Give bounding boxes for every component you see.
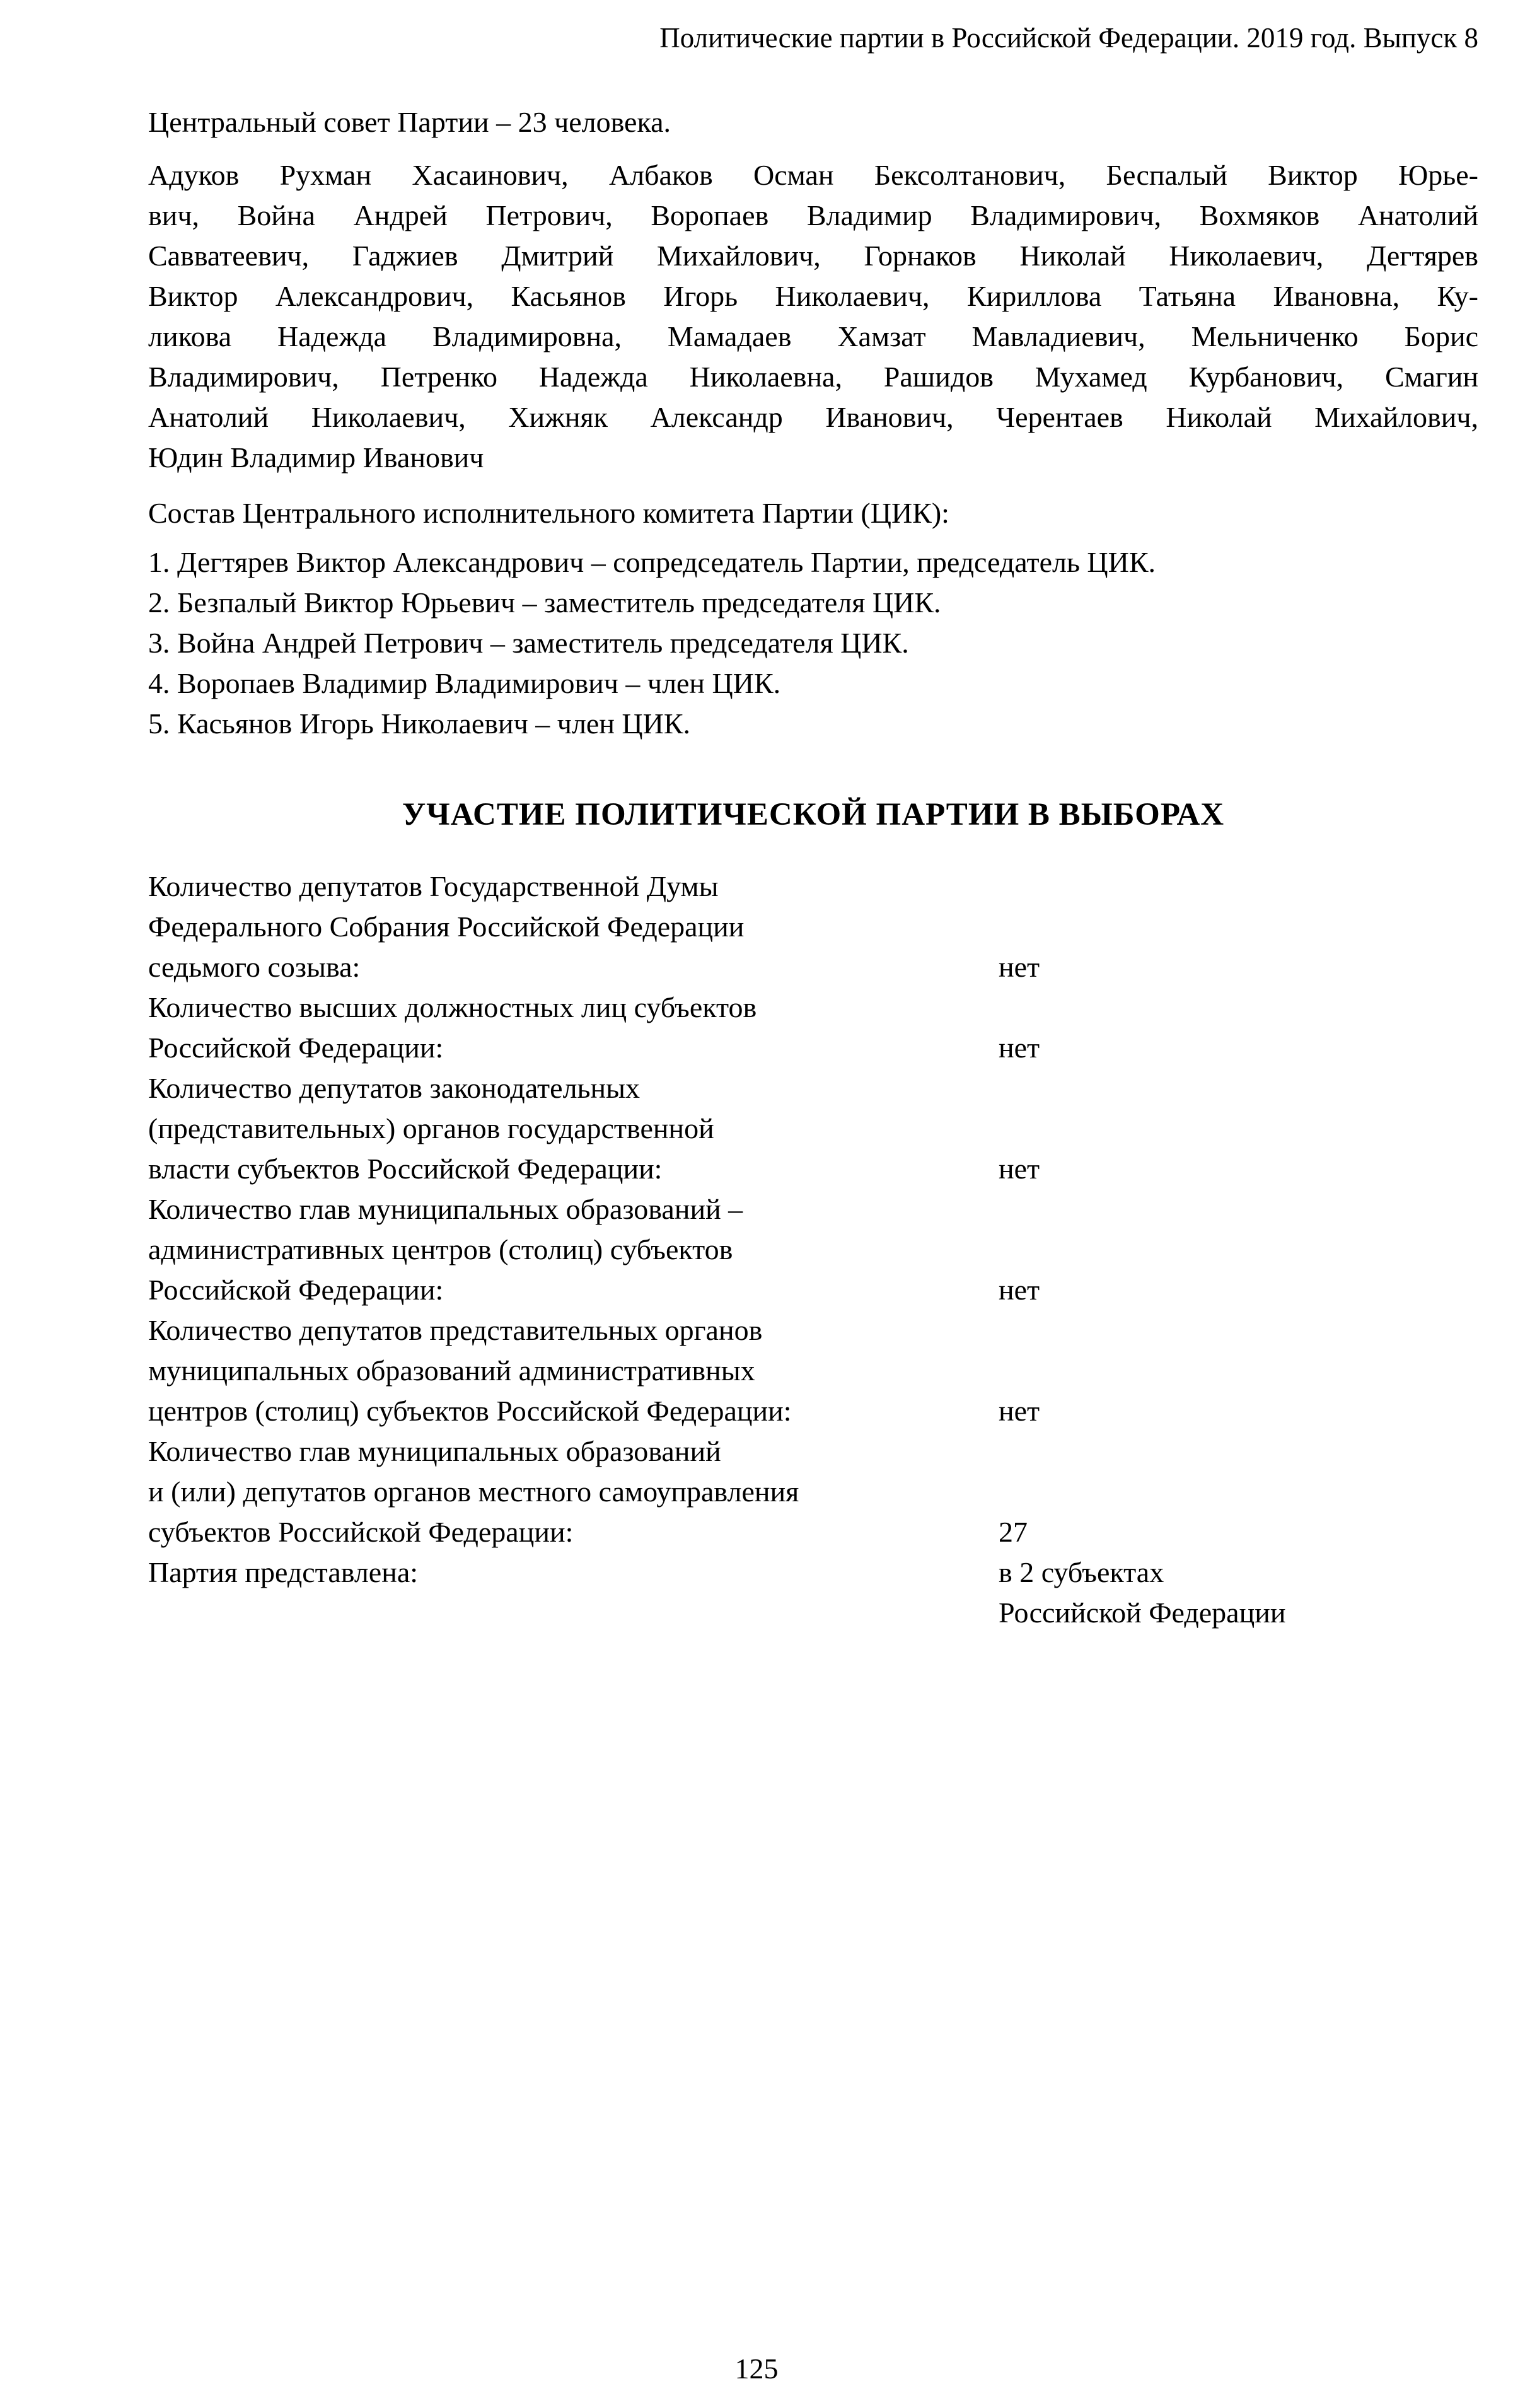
stat-row [148, 1068, 1478, 1108]
stat-label: Российской Федерации: [148, 1274, 444, 1306]
stat-value: нет [999, 1395, 1040, 1427]
stat-row [148, 1189, 1478, 1230]
central-council-size-line: Центральный совет Партии – 23 человека. [148, 106, 671, 138]
stat-label: Партия представлена: [148, 1556, 419, 1588]
stat-label: центров (столиц) субъектов Российской Федерации: [148, 1395, 792, 1427]
stat-value [999, 907, 1478, 947]
stat-label: и (или) депутатов органов местного самоуправления [148, 1475, 799, 1508]
stat-row [148, 866, 1478, 907]
stat-value [999, 987, 1478, 1028]
stat-label: (представительных) органов государственной [148, 1112, 714, 1144]
stat-label: власти субъектов Российской Федерации: [148, 1153, 663, 1185]
stat-row [148, 987, 1478, 1028]
stat-label: административных центров (столиц) субъектов [148, 1233, 733, 1265]
stat-label: Количество глав муниципальных образований [148, 1435, 721, 1467]
cik-member-item: 1. Дегтярев Виктор Александрович – сопредседатель Партии, председатель ЦИК. [148, 546, 1156, 578]
stat-label: Количество депутатов Государственной Думы [148, 870, 719, 902]
stat-row [148, 1108, 1478, 1149]
stat-row [148, 1552, 1478, 1593]
stat-label: седьмого созыва: [148, 951, 361, 983]
stat-row [148, 1149, 1478, 1189]
stat-row [148, 1230, 1478, 1270]
stat-value: нет [999, 1274, 1040, 1306]
elections-stats-table [148, 866, 1478, 1633]
stat-value: 27 [999, 1516, 1028, 1548]
stat-row [148, 1512, 1478, 1552]
stat-label: Количество депутатов представительных органов [148, 1314, 763, 1346]
stat-row [148, 1351, 1478, 1391]
stat-row [148, 947, 1478, 987]
council-members-line: Виктор Александрович, Касьянов Игорь Николаевич, Кириллова Татьяна Ивановна, Ку- [148, 280, 1478, 312]
stat-row [148, 1028, 1478, 1068]
council-members-line: ликова Надежда Владимировна, Мамадаев Хамзат Мавладиевич, Мельниченко Борис [148, 320, 1478, 352]
stat-value [999, 1068, 1478, 1108]
cik-member-item: 3. Война Андрей Петрович – заместитель председателя ЦИК. [148, 627, 909, 659]
stat-value [999, 1108, 1478, 1149]
stat-label: субъектов Российской Федерации: [148, 1516, 574, 1548]
stat-row [148, 1270, 1478, 1310]
stat-row [148, 1431, 1478, 1472]
stat-value [999, 1431, 1478, 1472]
stat-row [148, 1391, 1478, 1431]
cik-members-list [148, 542, 1478, 744]
cik-member-item: 2. Безпалый Виктор Юрьевич – заместитель председателя ЦИК. [148, 586, 941, 619]
central-council-members-paragraph [148, 155, 1478, 478]
running-header: Политические партии в Российской Федерации. 2019 год. Выпуск 8 [659, 22, 1478, 54]
cik-member-item: 4. Воропаев Владимир Владимирович – член ЦИК. [148, 667, 781, 699]
council-members-line: Анатолий Николаевич, Хижняк Александр Иванович, Черентаев Николай Михайлович, [148, 401, 1478, 433]
council-members-line: Юдин Владимир Иванович [148, 441, 484, 474]
stat-label: Количество глав муниципальных образований – [148, 1193, 743, 1225]
stat-value [999, 1230, 1478, 1270]
stat-value [999, 1472, 1478, 1512]
stat-value: нет [999, 1153, 1040, 1185]
stat-row [148, 1593, 1478, 1633]
council-members-line: вич, Война Андрей Петрович, Воропаев Владимир Владимирович, Вохмяков Анатолий [148, 199, 1478, 231]
stat-value: нет [999, 1032, 1040, 1064]
stat-value [999, 1189, 1478, 1230]
stat-value: в 2 субъектах [999, 1556, 1164, 1588]
council-members-line: Адуков Рухман Хасаинович, Албаков Осман Бексолтанович, Беспалый Виктор Юрье- [148, 159, 1478, 191]
stat-row [148, 1310, 1478, 1351]
stat-value: Российской Федерации [999, 1597, 1286, 1629]
page-number: 125 [734, 2353, 779, 2385]
stat-value: нет [999, 951, 1040, 983]
elections-section-heading: УЧАСТИЕ ПОЛИТИЧЕСКОЙ ПАРТИИ В ВЫБОРАХ [402, 797, 1225, 832]
stat-label: Федерального Собрания Российской Федерации [148, 910, 745, 943]
stat-row [148, 1472, 1478, 1512]
cik-composition-intro: Состав Центрального исполнительного комитета Партии (ЦИК): [148, 497, 949, 529]
stat-label: муниципальных образований административных [148, 1354, 755, 1387]
stat-row [148, 907, 1478, 947]
stat-label: Российской Федерации: [148, 1032, 444, 1064]
stat-label: Количество высших должностных лиц субъектов [148, 991, 757, 1023]
stat-label: Количество депутатов законодательных [148, 1072, 641, 1104]
stat-label [148, 1593, 999, 1633]
stat-value [999, 1310, 1478, 1351]
council-members-line: Савватеевич, Гаджиев Дмитрий Михайлович, Горнаков Николай Николаевич, Дегтярев [148, 240, 1478, 272]
stat-value [999, 1351, 1478, 1391]
cik-member-item: 5. Касьянов Игорь Николаевич – член ЦИК. [148, 707, 691, 740]
stat-value [999, 866, 1478, 907]
council-members-line: Владимирович, Петренко Надежда Николаевна, Рашидов Мухамед Курбанович, Смагин [148, 361, 1478, 393]
